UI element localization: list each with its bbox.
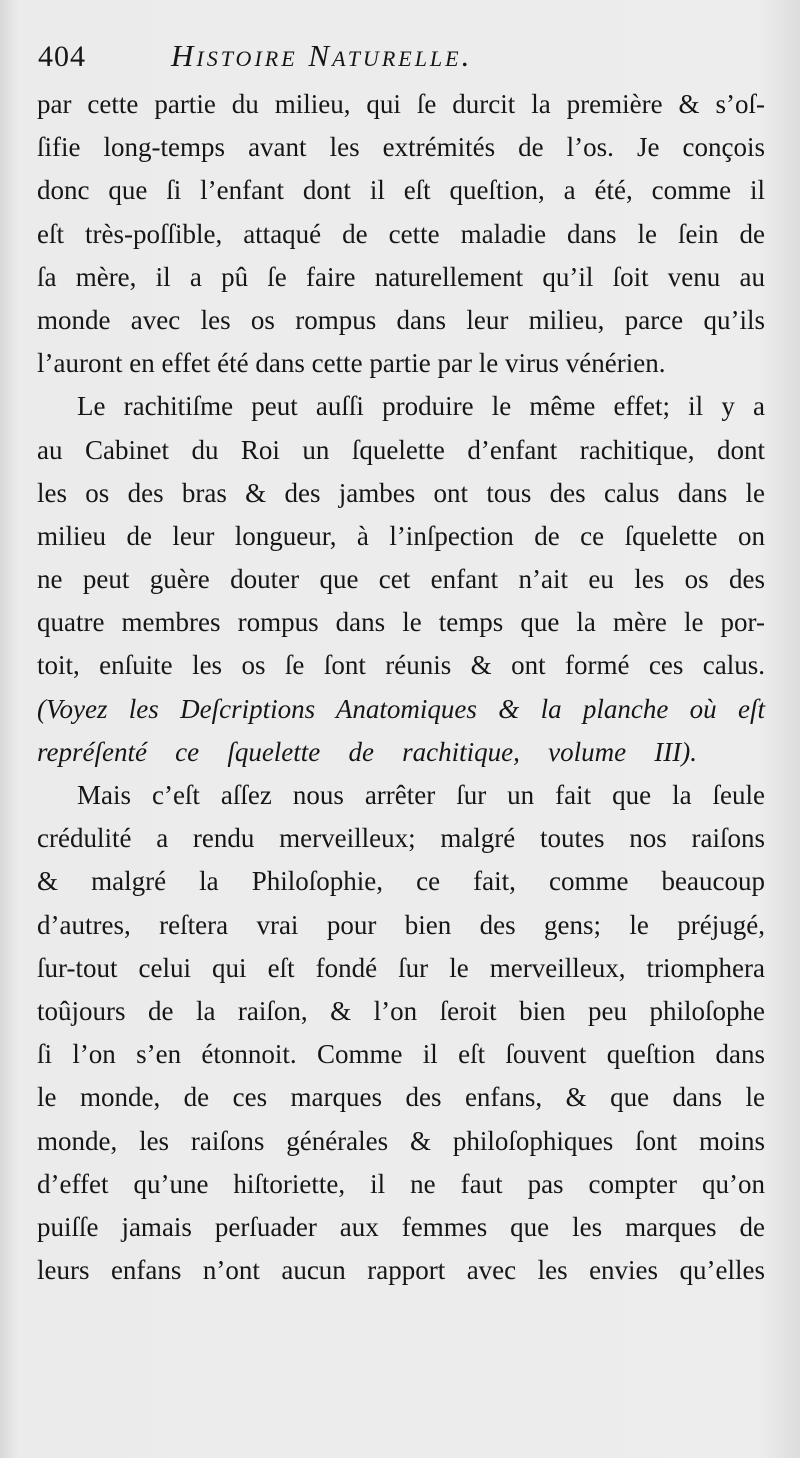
text-line: toûjours de la raiſon, & l’on ſeroit bien peu philoſophe	[37, 995, 765, 1026]
reference-line: repréſenté ce ſquelette de rachitique, volume III).	[37, 736, 697, 767]
text-line: monde avec les os rompus dans leur milieu, parce qu’ils	[37, 304, 765, 335]
text-line: Le rachitiſme peut auſſi produire le même effet; il y a	[77, 391, 765, 422]
running-title: Histoire Naturelle.	[171, 38, 473, 73]
text-line: eſt très-poſſible, attaqué de cette maladie dans le ſein de	[37, 218, 765, 249]
page-header	[38, 36, 738, 80]
text-line: toit, enſuite les os ſe ſont réunis & ont formé ces calus.	[37, 650, 765, 681]
text-line: par cette partie du milieu, qui ſe durcit la première & s’oſ-	[37, 89, 765, 119]
text-line: milieu de leur longueur, à l’inſpection de ce ſquelette on	[37, 520, 765, 551]
text-line: monde, les raiſons générales & philoſophiques ſont moins	[37, 1125, 765, 1156]
text-line: au Cabinet du Roi un ſquelette d’enfant rachitique, dont	[37, 434, 765, 465]
page-number: 404	[38, 40, 86, 73]
text-line: l’auront en effet été dans cette partie par le virus vénérien.	[37, 348, 666, 379]
text-line: ne peut guère douter que cet enfant n’ait eu les os des	[37, 564, 765, 595]
text-line: d’autres, reſtera vrai pour bien des gens; le préjugé,	[37, 909, 765, 940]
text-line: ſifie long-temps avant les extrémités de l’os. Je conçois	[37, 132, 765, 163]
text-line: ſur-tout celui qui eſt fondé ſur le merveilleux, triomphera	[37, 952, 765, 983]
text-line: puiſſe jamais perſuader aux femmes que les marques de	[37, 1211, 765, 1242]
text-line: ſa mère, il a pû ſe faire naturellement qu’il ſoit venu au	[37, 261, 765, 292]
body-text	[37, 83, 765, 1292]
text-line: les os des bras & des jambes ont tous des calus dans le	[37, 477, 765, 508]
text-line: donc que ſi l’enfant dont il eſt queſtion, a été, comme il	[37, 175, 765, 206]
text-line: Mais c’eſt aſſez nous arrêter ſur un fait que la ſeule	[77, 780, 765, 810]
text-line: le monde, de ces marques des enfans, & que dans le	[37, 1082, 765, 1113]
text-line: quatre membres rompus dans le temps que la mère le por-	[37, 607, 765, 638]
text-line: ſi l’on s’en étonnoit. Comme il eſt ſouvent queſtion dans	[37, 1039, 765, 1070]
reference-line: (Voyez les Deſcriptions Anatomiques & la planche où eſt	[37, 693, 765, 724]
text-line: crédulité a rendu merveilleux; malgré toutes nos raiſons	[37, 823, 765, 854]
text-line: leurs enfans n’ont aucun rapport avec les envies qu’elles	[37, 1255, 765, 1286]
text-line: & malgré la Philoſophie, ce fait, comme beaucoup	[37, 866, 765, 897]
text-line: d’effet qu’une hiſtoriette, il ne faut pas compter qu’on	[37, 1168, 765, 1199]
